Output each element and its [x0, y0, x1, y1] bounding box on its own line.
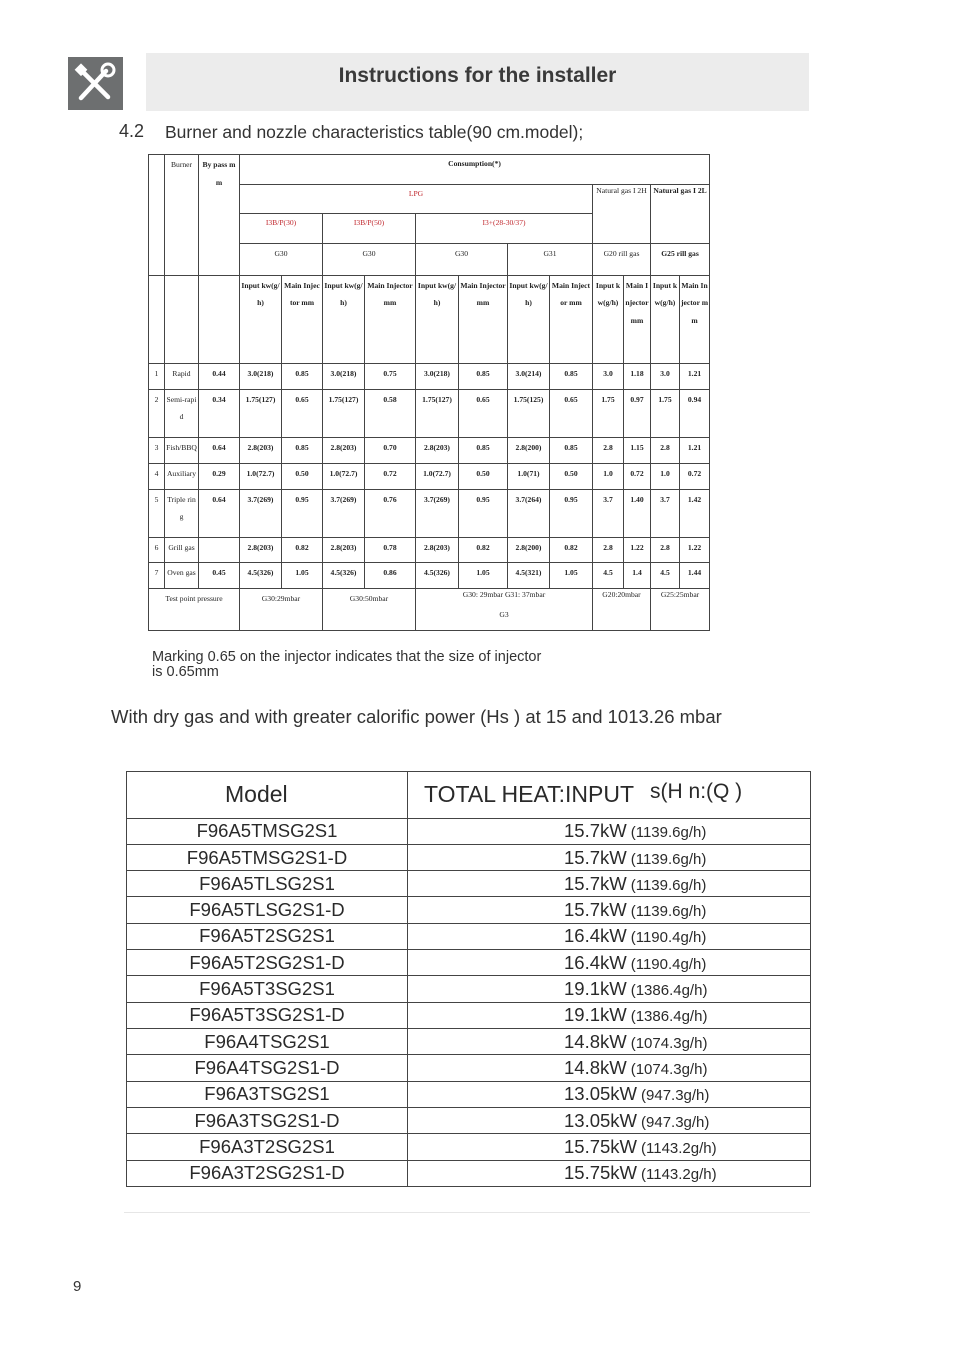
- header-total-heat-input-label: TOTAL HEAT:INPUT: [424, 781, 635, 808]
- model-name: F96A5TMSG2S1: [127, 818, 408, 844]
- burner-nozzle-table: [148, 154, 710, 631]
- table-cell: 0.95: [550, 489, 593, 537]
- header-input: Input kw(g/h): [240, 275, 282, 363]
- burner-name: Rapid: [165, 363, 199, 389]
- heat-input-kw: 13.05kW: [564, 1109, 638, 1131]
- total-heat-input-table: [126, 771, 811, 1187]
- table-cell: 1.22: [624, 537, 651, 563]
- pressure-g30-29: G30:29mbar: [240, 589, 323, 631]
- heat-input-kw: 15.75kW: [564, 1162, 638, 1184]
- table-cell: 3.0(218): [323, 363, 365, 389]
- table-row: [149, 537, 710, 563]
- pressure-g25: G25:25mbar: [651, 589, 710, 631]
- table-cell: 4.5(326): [240, 563, 282, 589]
- table-row: [127, 923, 811, 949]
- model-name: F96A5T2SG2S1: [127, 923, 408, 949]
- header-g30: G30: [240, 243, 323, 275]
- header-g31: G31: [508, 243, 593, 275]
- table-cell: 0.85: [459, 437, 508, 463]
- table-cell: 1.05: [459, 563, 508, 589]
- header-bypass: By pass mm: [199, 155, 240, 276]
- table-cell: 2.8: [651, 537, 680, 563]
- table-cell: 2.8(200): [508, 437, 550, 463]
- table-cell: 0.29: [199, 463, 240, 489]
- header-main-injector: Main Injector mm: [624, 275, 651, 363]
- table-cell: 0.82: [282, 537, 323, 563]
- heat-input-gh: (1143.2g/h): [641, 1139, 717, 1157]
- table-cell: 4: [149, 463, 165, 489]
- table-cell: 1: [149, 363, 165, 389]
- tools-icon: [68, 57, 123, 110]
- table-row: [149, 389, 710, 437]
- table-cell: 2: [149, 389, 165, 437]
- table-row: [149, 589, 710, 631]
- heat-input-kw: 15.7kW: [564, 846, 627, 868]
- table-cell: 1.05: [550, 563, 593, 589]
- table-cell: 0.85: [550, 363, 593, 389]
- table-cell: 3.7(269): [240, 489, 282, 537]
- table-cell: 1.44: [680, 563, 710, 589]
- table-cell: 2.8(200): [508, 537, 550, 563]
- heat-input-gh: (1139.6g/h): [630, 876, 707, 894]
- table-cell: 7: [149, 563, 165, 589]
- table-cell: 0.72: [365, 463, 416, 489]
- table-cell: 0.85: [459, 363, 508, 389]
- model-name: F96A3T2SG2S1: [127, 1134, 408, 1160]
- table-cell: 0.70: [365, 437, 416, 463]
- model-name: F96A3TSG2S1-D: [127, 1107, 408, 1133]
- table-cell: 0.72: [624, 463, 651, 489]
- table-cell: 0.45: [199, 563, 240, 589]
- table-cell: 2.8(203): [240, 537, 282, 563]
- table-cell: 5: [149, 489, 165, 537]
- heat-input-cell: [408, 1107, 811, 1133]
- table-cell: 0.82: [550, 537, 593, 563]
- table-cell: [199, 275, 240, 363]
- heat-input-cell: [408, 1081, 811, 1107]
- table-cell: 0.85: [282, 363, 323, 389]
- table-cell: 2.8(203): [416, 537, 459, 563]
- table-cell: 4.5: [651, 563, 680, 589]
- header-g20: G20 rill gas: [593, 243, 651, 275]
- heat-input-gh: (1139.6g/h): [630, 850, 707, 868]
- table-row: [127, 1107, 811, 1133]
- table-cell: 6: [149, 537, 165, 563]
- table-row: [127, 871, 811, 897]
- heat-input-gh: (1139.6g/h): [630, 903, 707, 921]
- table-cell: 0.58: [365, 389, 416, 437]
- heat-input-cell: [408, 1134, 811, 1160]
- table-cell: 3.7(269): [416, 489, 459, 537]
- header-burner: Burner: [165, 155, 199, 276]
- heat-input-cell: [408, 950, 811, 976]
- table-row: [149, 363, 710, 389]
- table-cell: 0.95: [459, 489, 508, 537]
- heat-input-cell: [408, 1055, 811, 1081]
- injector-note: Marking 0.65 on the injector indicates that the size of injector is 0.65mm: [152, 649, 542, 680]
- burner-name: Semi-rapid: [165, 389, 199, 437]
- model-name: F96A4TSG2S1-D: [127, 1055, 408, 1081]
- table-row: [127, 1134, 811, 1160]
- header-g30: G30: [416, 243, 508, 275]
- table-header-row: [127, 772, 811, 819]
- table-cell: 3.0(214): [508, 363, 550, 389]
- heat-input-kw: 16.4kW: [564, 951, 627, 973]
- table-cell: [149, 155, 165, 276]
- pressure-i3plus-text: G30: 29mbar G31: 37mbar: [462, 590, 546, 600]
- heat-input-kw: 16.4kW: [564, 925, 627, 947]
- table-row: [127, 1081, 811, 1107]
- header-g30: G30: [323, 243, 416, 275]
- pressure-g20: G20:20mbar: [593, 589, 651, 631]
- table-cell: 1.18: [624, 363, 651, 389]
- burner-name: Triple ring: [165, 489, 199, 537]
- table-row: [149, 463, 710, 489]
- burner-name: Fish/BBQ: [165, 437, 199, 463]
- table-cell: 1.0: [593, 463, 624, 489]
- heat-input-kw: 15.7kW: [564, 872, 627, 894]
- table-row: [149, 275, 710, 363]
- pressure-g3: G3: [499, 610, 509, 620]
- header-model: Model: [127, 772, 408, 819]
- table-cell: 0.85: [282, 437, 323, 463]
- header-main-injector: Main Injector mm: [365, 275, 416, 363]
- header-input: Input kw(g/h): [508, 275, 550, 363]
- header-total-heat-input-sup: s(H n:(Q ): [650, 780, 743, 804]
- table-row: [127, 897, 811, 923]
- table-cell: 1.42: [680, 489, 710, 537]
- table-row: [127, 950, 811, 976]
- heat-input-cell: [408, 1002, 811, 1028]
- table-cell: 0.64: [199, 489, 240, 537]
- header-i3bp30: I3B/P(30): [240, 214, 323, 244]
- table-cell: 1.75(127): [416, 389, 459, 437]
- table-row: [127, 976, 811, 1002]
- table-row: [127, 1160, 811, 1186]
- table-cell: 1.75(127): [323, 389, 365, 437]
- table-cell: 3.7: [651, 489, 680, 537]
- table-cell: [199, 537, 240, 563]
- heat-input-kw: 19.1kW: [564, 978, 627, 1000]
- heat-input-gh: (1074.3g/h): [630, 1034, 708, 1052]
- heat-input-gh: (947.3g/h): [641, 1087, 710, 1105]
- header-main-injector: Main Injector mm: [550, 275, 593, 363]
- model-name: F96A5T3SG2S1: [127, 976, 408, 1002]
- table-cell: 0.50: [459, 463, 508, 489]
- pressure-g30-50: G30:50mbar: [323, 589, 416, 631]
- table-cell: 3.0(218): [416, 363, 459, 389]
- header-i3bp50: I3B/P(50): [323, 214, 416, 244]
- header-natural-i2l: Natural gas I 2L: [651, 184, 710, 243]
- table-cell: 0.50: [282, 463, 323, 489]
- heat-input-gh: (1386.4g/h): [630, 1008, 708, 1026]
- header-consumption: Consumption(*): [240, 155, 710, 185]
- section-number: 4.2: [119, 121, 145, 141]
- table-cell: 2.8(203): [416, 437, 459, 463]
- table-cell: 1.4: [624, 563, 651, 589]
- table-cell: 1.05: [282, 563, 323, 589]
- table-cell: 3.0(218): [240, 363, 282, 389]
- divider: [124, 1212, 810, 1213]
- table-row: [127, 1055, 811, 1081]
- heat-input-gh: (1139.6g/h): [630, 824, 707, 842]
- header-total-heat-input: [408, 772, 811, 819]
- model-name: F96A4TSG2S1: [127, 1029, 408, 1055]
- table-cell: 4.5(321): [508, 563, 550, 589]
- header-g25: G25 rill gas: [651, 243, 710, 275]
- table-cell: 1.0: [651, 463, 680, 489]
- model-name: F96A5TLSG2S1-D: [127, 897, 408, 923]
- burner-name: Grill gas: [165, 537, 199, 563]
- model-name: F96A5T2SG2S1-D: [127, 950, 408, 976]
- table-cell: 0.75: [365, 363, 416, 389]
- table-row: [149, 563, 710, 589]
- heat-input-gh: (1190.4g/h): [630, 955, 707, 973]
- heat-input-gh: (947.3g/h): [641, 1113, 710, 1131]
- heat-input-cell: [408, 1029, 811, 1055]
- table-cell: 3: [149, 437, 165, 463]
- heat-input-kw: 19.1kW: [564, 1004, 627, 1026]
- table-cell: 1.0(72.7): [416, 463, 459, 489]
- table-cell: 0.72: [680, 463, 710, 489]
- header-main-injector: Main Injector mm: [459, 275, 508, 363]
- table-row: [149, 437, 710, 463]
- table-row: [127, 1002, 811, 1028]
- table-cell: 0.82: [459, 537, 508, 563]
- table-cell: 1.75: [593, 389, 624, 437]
- table-row: [149, 155, 710, 185]
- table-cell: 0.34: [199, 389, 240, 437]
- table-cell: 0.86: [365, 563, 416, 589]
- dry-gas-statement: With dry gas and with greater calorific power (Hs ) at 15 and 1013.26 mbar: [111, 706, 722, 727]
- heat-input-kw: 14.8kW: [564, 1030, 627, 1052]
- table-cell: 1.21: [680, 363, 710, 389]
- heat-input-cell: [408, 844, 811, 870]
- table-cell: 0.94: [680, 389, 710, 437]
- table-cell: 3.7(269): [323, 489, 365, 537]
- header-main-injector: Main Injector mm: [282, 275, 323, 363]
- table-cell: 0.97: [624, 389, 651, 437]
- table-cell: [165, 275, 199, 363]
- model-name: F96A3TSG2S1: [127, 1081, 408, 1107]
- heat-input-gh: (1386.4g/h): [630, 982, 708, 1000]
- heat-input-cell: [408, 923, 811, 949]
- table-cell: 1.75: [651, 389, 680, 437]
- heat-input-kw: 14.8kW: [564, 1057, 627, 1079]
- table-cell: 0.76: [365, 489, 416, 537]
- table-cell: [149, 275, 165, 363]
- table-row: [127, 818, 811, 844]
- table-cell: 1.75(125): [508, 389, 550, 437]
- heat-input-gh: (1190.4g/h): [630, 929, 707, 947]
- header-i3plus: I3+(28-30/37): [416, 214, 593, 244]
- table-cell: 3.0: [651, 363, 680, 389]
- table-cell: 0.95: [282, 489, 323, 537]
- table-cell: 0.78: [365, 537, 416, 563]
- table-cell: 0.50: [550, 463, 593, 489]
- table-cell: 3.0: [593, 363, 624, 389]
- model-name: F96A5TMSG2S1-D: [127, 844, 408, 870]
- header-input: Input kw(g/h): [593, 275, 624, 363]
- table-cell: 2.8: [593, 437, 624, 463]
- model-name: F96A3T2SG2S1-D: [127, 1160, 408, 1186]
- header-lpg: LPG: [240, 184, 593, 214]
- heat-input-cell: [408, 871, 811, 897]
- header-main-injector: Main Injector mm: [680, 275, 710, 363]
- heat-input-gh: (1074.3g/h): [630, 1061, 708, 1079]
- heat-input-cell: [408, 897, 811, 923]
- table-cell: 4.5: [593, 563, 624, 589]
- table-cell: 1.0(72.7): [240, 463, 282, 489]
- heat-input-cell: [408, 1160, 811, 1186]
- heat-input-kw: 15.7kW: [564, 899, 627, 921]
- table-cell: 4.5(326): [416, 563, 459, 589]
- heat-input-kw: 13.05kW: [564, 1083, 638, 1105]
- table-row: [127, 844, 811, 870]
- table-cell: 1.75(127): [240, 389, 282, 437]
- table-cell: 0.85: [550, 437, 593, 463]
- table-cell: 0.64: [199, 437, 240, 463]
- page-number: 9: [73, 1278, 82, 1295]
- table-cell: 1.40: [624, 489, 651, 537]
- pressure-i3plus: [416, 589, 593, 631]
- table-cell: 2.8: [593, 537, 624, 563]
- model-name: F96A5TLSG2S1: [127, 871, 408, 897]
- table-cell: 1.22: [680, 537, 710, 563]
- page-title: Instructions for the installer: [338, 64, 617, 87]
- model-name: F96A5T3SG2S1-D: [127, 1002, 408, 1028]
- table-cell: 2.8(203): [240, 437, 282, 463]
- table-cell: 0.44: [199, 363, 240, 389]
- burner-name: Auxiliary: [165, 463, 199, 489]
- table-cell: 1.0(72.7): [323, 463, 365, 489]
- heat-input-kw: 15.7kW: [564, 820, 627, 842]
- header-input: Input kw(g/h): [323, 275, 365, 363]
- table-cell: 2.8(203): [323, 437, 365, 463]
- table-cell: 1.0(71): [508, 463, 550, 489]
- heat-input-cell: [408, 976, 811, 1002]
- table-cell: 4.5(326): [323, 563, 365, 589]
- burner-name: Oven gas: [165, 563, 199, 589]
- heat-input-cell: [408, 818, 811, 844]
- header-input: Input kw(g/h): [416, 275, 459, 363]
- table-cell: 2.8: [651, 437, 680, 463]
- table-cell: 1.21: [680, 437, 710, 463]
- table-row: [149, 489, 710, 537]
- table-cell: 3.7: [593, 489, 624, 537]
- header-input: Input kw(g/h): [651, 275, 680, 363]
- test-point-label: Test point pressure: [149, 589, 240, 631]
- heat-input-gh: (1143.2g/h): [641, 1166, 717, 1184]
- table-cell: 1.15: [624, 437, 651, 463]
- header-natural-i2h: Natural gas I 2H: [593, 184, 651, 243]
- table-cell: 0.65: [550, 389, 593, 437]
- table-cell: 2.8(203): [323, 537, 365, 563]
- table-cell: 0.65: [459, 389, 508, 437]
- heat-input-kw: 15.75kW: [564, 1135, 638, 1157]
- section-title: Burner and nozzle characteristics table(90 cm.model);: [165, 122, 584, 142]
- table-row: [127, 1029, 811, 1055]
- table-cell: 0.65: [282, 389, 323, 437]
- table-cell: 3.7(264): [508, 489, 550, 537]
